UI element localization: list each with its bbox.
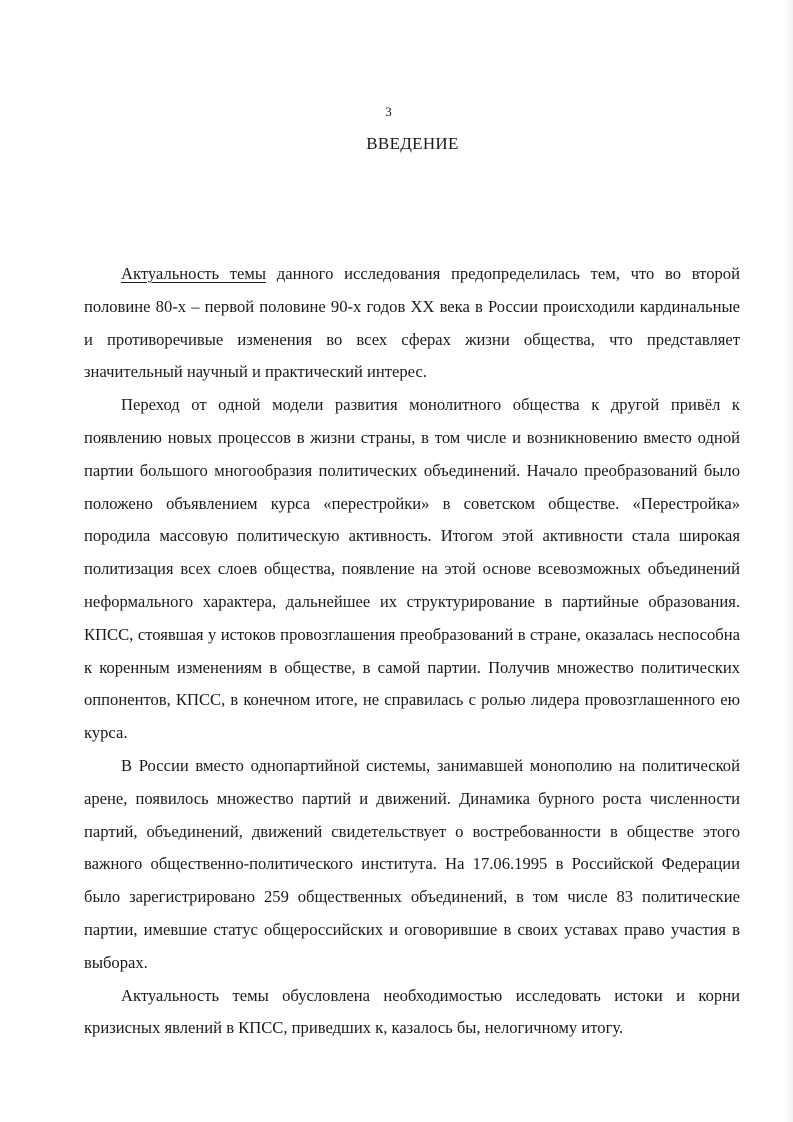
page-title: ВВЕДЕНИЕ — [366, 134, 459, 153]
paragraph-2: Переход от одной модели развития монолитного общества к другой привёл к появлению новых процессов в жизни страны, в том числе и возникновению вместо одной партии большого многообразия политических объединений. Начало преобразований было положено объявлением курса «перестройки» в советском обществе. «Перестройка» породила массовую политическую активность. Итогом этой активности стала широкая политизация всех слоев общества, появление на этой основе всевозможных объединений неформального характера, дальнейшее их структурирование в партийные образования. КПСС, стоявшая у истоков провозглашения преобразований в стране, оказалась неспособна к коренным изменениям в обществе, в самой партии. Получив множество политических оппонентов, КПСС, в конечном итоге, не справилась с ролью лидера провозглашенного ею курса. — [84, 395, 740, 743]
body-text — [84, 258, 740, 1045]
paragraph-4: Актуальность темы обусловлена необходимостью исследовать истоки и корни кризисных явлений в КПСС, приведших к, казалось бы, нелогичному итогу. — [84, 985, 740, 1038]
paragraph-1-text: данного исследования предопределилась тем, что во второй половине 80-х – первой половине 90-х годов XX века в России происходили кардинальные и противоречивые изменения во всех сферах жизни общества, что представляет значительный научный и практический интерес. — [84, 264, 740, 382]
scan-edge-shadow — [783, 0, 793, 1122]
paragraph-1 — [84, 258, 740, 389]
page-number: 3 — [385, 104, 392, 119]
paragraph-1-lead: Актуальность темы — [121, 264, 267, 283]
paragraph-3: В России вместо однопартийной системы, занимавшей монополию на политической арене, появилось множество партий и движений. Динамика бурного роста численности партий, объединений, движений свидетельствует о востребованности в обществе этого важного общественно-политического института. На 17.06.1995 в Российской Федерации было зарегистрировано 259 общественных объединений, в том числе 83 политические партии, имевшие статус общероссийских и оговорившие в своих уставах право участия в выборах. — [84, 755, 740, 972]
